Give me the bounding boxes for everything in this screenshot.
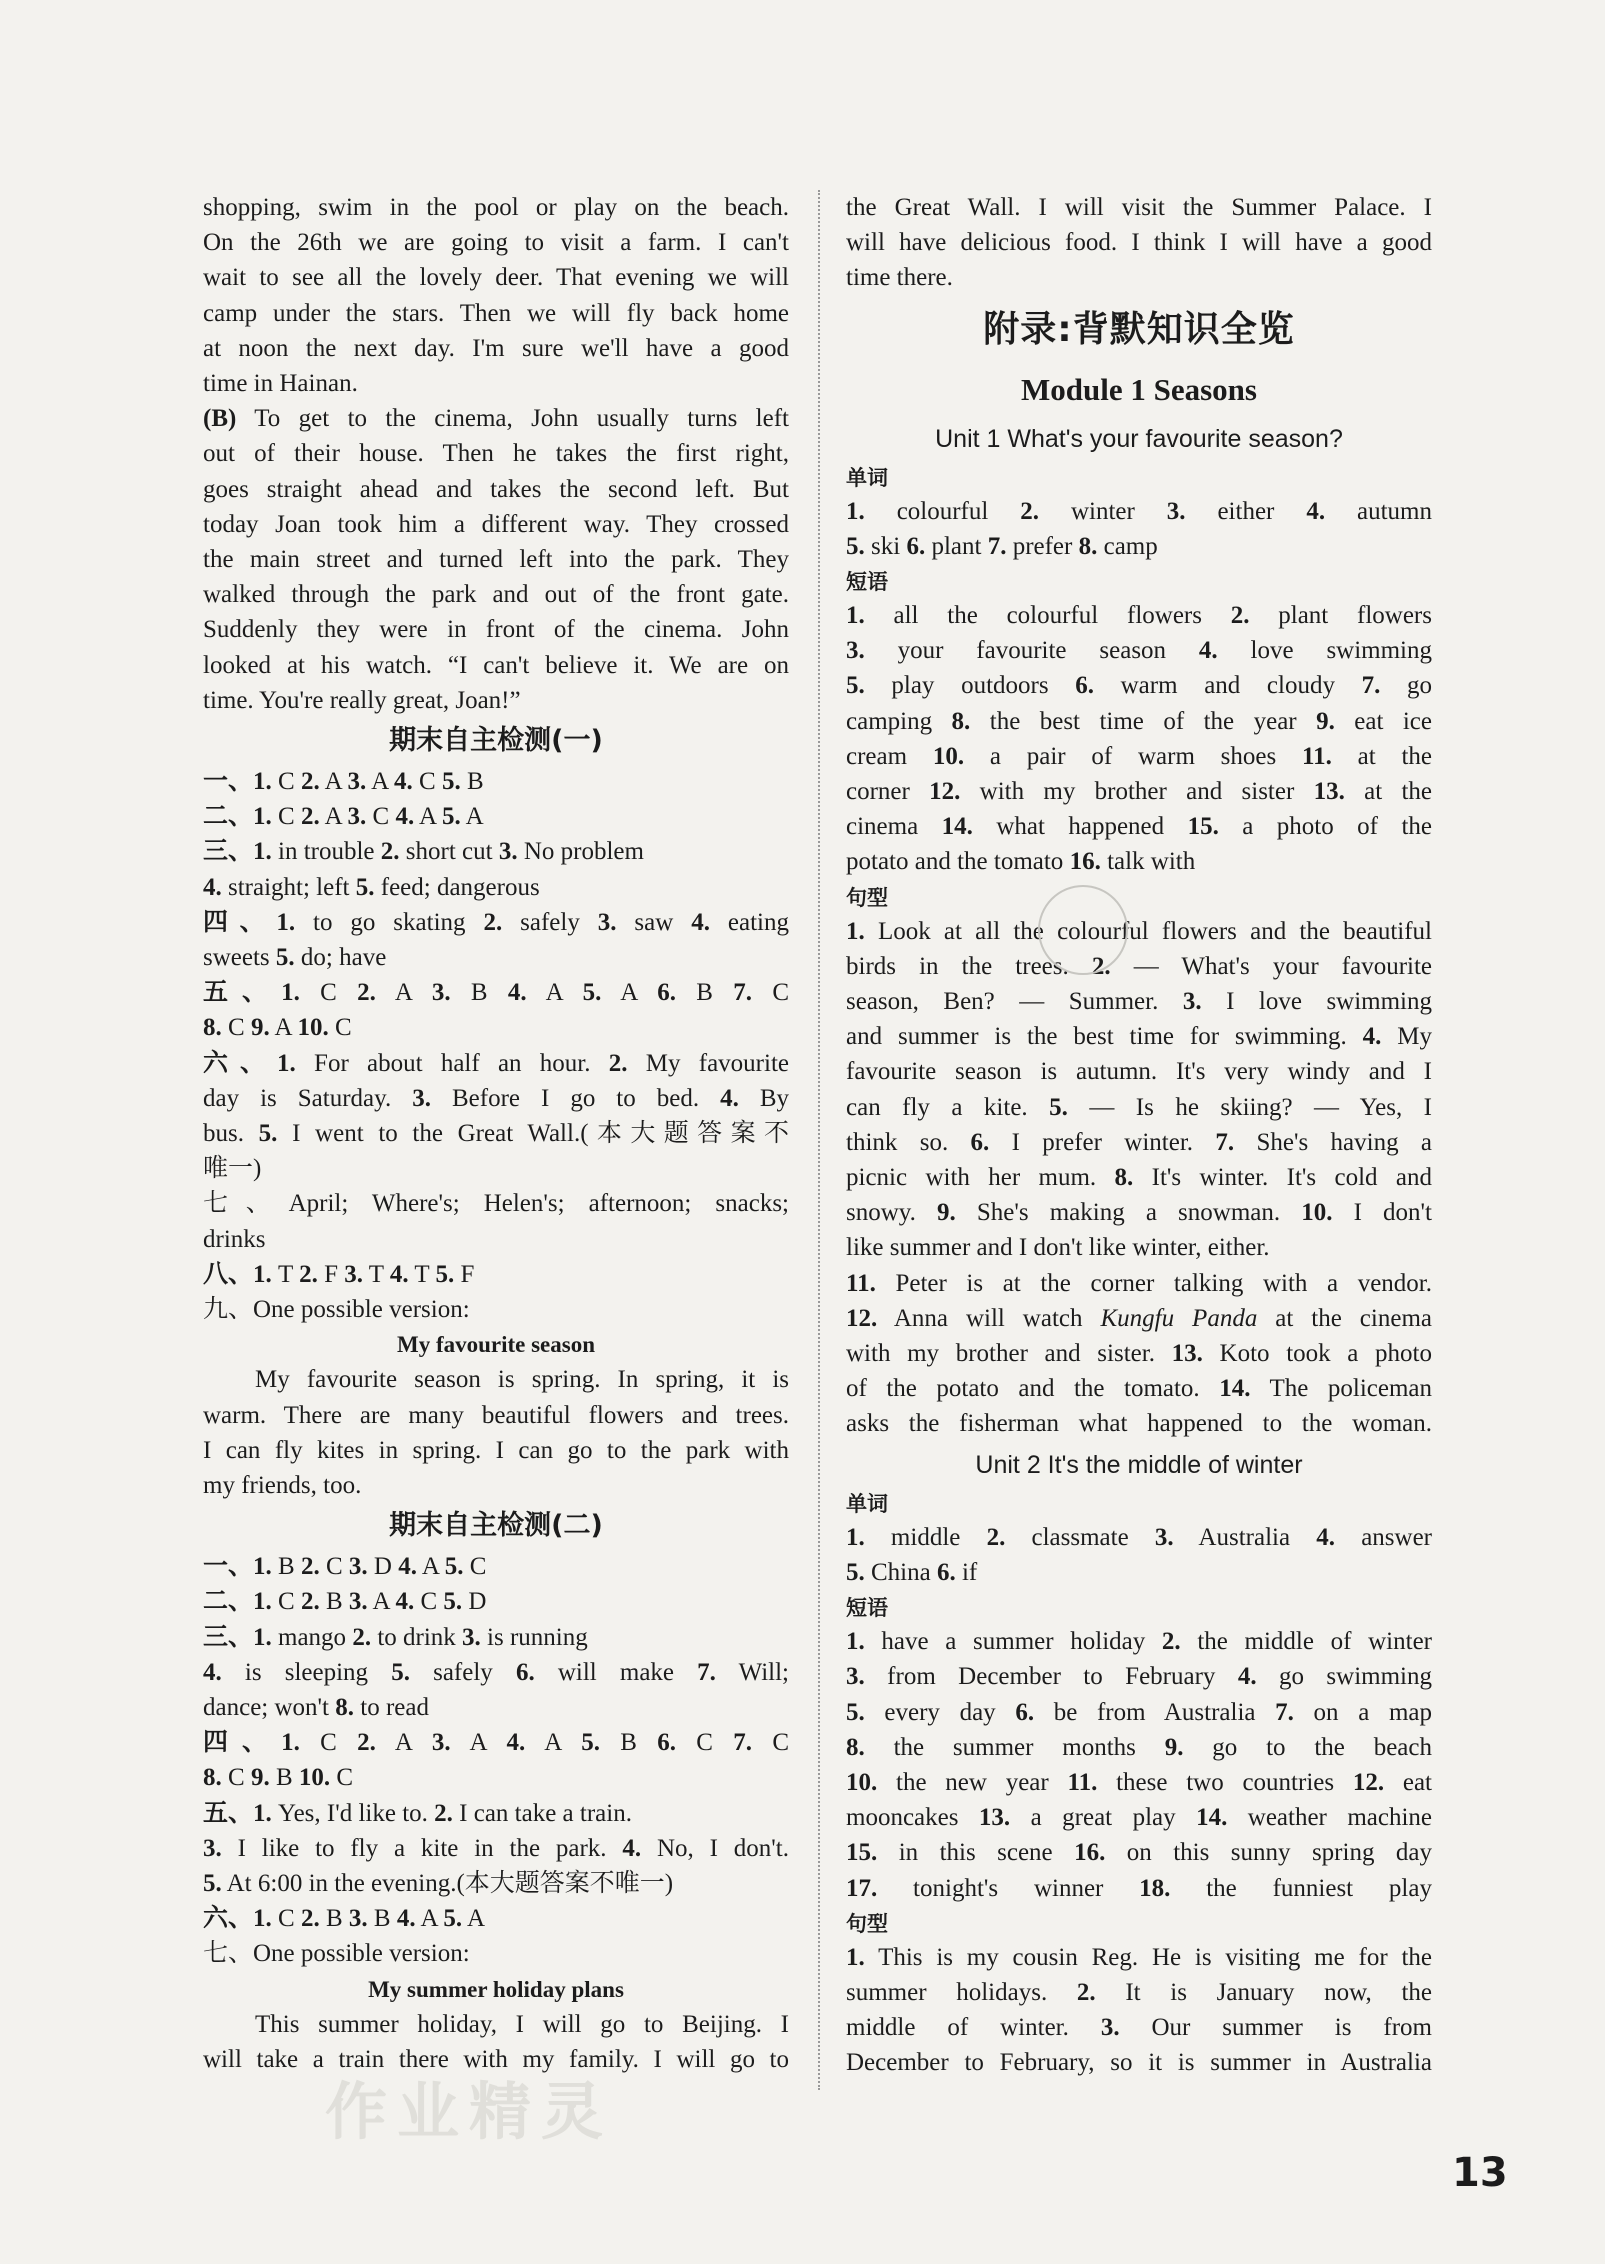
answer-line: birds in the trees. 2. — What's your favourite [846, 952, 1433, 980]
answer-line: 5. China 6. if [846, 1558, 978, 1586]
answer-line: dance; won't 8. to read [203, 1693, 429, 1721]
passage-b [203, 401, 789, 718]
answer-line: 1. colourful 2. winter 3. either 4. autumn [846, 497, 1432, 525]
answer-line: 七、April; Where's; Helen's; afternoon; snacks; [203, 1190, 789, 1218]
answer-line: can fly a kite. 5. — Is he skiing? — Yes, I [846, 1093, 1432, 1121]
passage-line: (B) To get to the cinema, John usually turns left [203, 405, 789, 433]
section-label: 单词 [846, 1491, 888, 1516]
answer-line: 8. the summer months 9. go to the beach [846, 1733, 1432, 1761]
answer-line: sweets 5. do; have [203, 944, 387, 972]
unit1-content [846, 462, 1432, 1442]
answer-line: bus. 5. I went to the Great Wall.(本大题答案不 [203, 1120, 790, 1148]
section-label: 句型 [846, 1911, 888, 1936]
answer-line: 11. Peter is at the corner talking with a vendor. [846, 1269, 1432, 1297]
stamp-icon [1038, 885, 1128, 975]
essay-line: warm. There are many beautiful flowers and trees. [203, 1401, 789, 1429]
answer-line: December to February, so it is summer in Australia [846, 2049, 1432, 2077]
unit1-title: Unit 1 What's your favourite season? [935, 424, 1343, 453]
test2-title: 期末自主检测(二) [389, 1510, 603, 1542]
answer-line: 唯一) [203, 1155, 262, 1183]
answer-line: 一、1. B 2. C 3. D 4. A 5. C [203, 1553, 487, 1581]
column-divider [818, 190, 820, 2090]
answer-line: 3. from December to February 4. go swimming [846, 1663, 1432, 1691]
passage-line: goes straight ahead and takes the second left. But [203, 475, 789, 503]
passage-a-ending [203, 190, 789, 401]
answer-line: 七、One possible version: [203, 1940, 470, 1968]
section-label: 单词 [846, 465, 888, 490]
test2-answers [203, 1549, 789, 1971]
essay-line: I can fly kites in spring. I can go to the park with [203, 1436, 789, 1464]
passage-line: the main street and turned left into the park. They [203, 546, 789, 574]
essay-line: will take a train there with my family. I will go to [203, 2045, 789, 2073]
test1-title: 期末自主检测(一) [389, 725, 603, 757]
essay-line: My favourite season is spring. In spring, it is [255, 1366, 789, 1394]
answer-line: potato and the tomato 16. talk with [846, 848, 1196, 876]
module-title: Module 1 Seasons [1021, 371, 1257, 407]
page-number: 13 [1452, 2150, 1508, 2196]
section-label: 短语 [846, 1596, 888, 1621]
answer-line: 1. This is my cousin Reg. He is visiting me for the [846, 1943, 1432, 1971]
answer-line: mooncakes 13. a great play 14. weather machine [846, 1804, 1432, 1832]
answer-line: think so. 6. I prefer winter. 7. She's having a [846, 1128, 1433, 1156]
answer-line: 1. have a summer holiday 2. the middle of winter [846, 1628, 1432, 1656]
passage-line: looked at his watch. “I can't believe it. We are on [203, 651, 789, 679]
answer-line: 六、1. For about half an hour. 2. My favourite [203, 1049, 789, 1077]
passage-line: On the 26th we are going to visit a farm. I can't [203, 229, 789, 257]
answer-line: asks the fisherman what happened to the woman. [846, 1410, 1432, 1438]
answer-line: 二、1. C 2. B 3. A 4. C 5. D [203, 1588, 487, 1616]
passage-line: out of their house. Then he takes the first right, [203, 440, 789, 468]
answer-line: summer holidays. 2. It is January now, the [846, 1978, 1432, 2006]
passage-line: today Joan took him a different way. They crossed [203, 510, 789, 538]
answer-line: 10. the new year 11. these two countries 12. eat [846, 1768, 1432, 1796]
answer-line: with my brother and sister. 13. Koto took a photo [846, 1340, 1432, 1368]
answer-line: 1. Look at all the colourful flowers and the beautiful [846, 917, 1432, 945]
answer-line: corner 12. with my brother and sister 13. at the [846, 778, 1433, 806]
answer-line: snowy. 9. She's making a snowman. 10. I don't [846, 1199, 1432, 1227]
passage-line: Suddenly they were in front of the cinema. John [203, 616, 789, 644]
unit2-title: Unit 2 It's the middle of winter [975, 1450, 1303, 1479]
answer-line: like summer and I don't like winter, either. [846, 1234, 1270, 1262]
answer-line: 5. ski 6. plant 7. prefer 8. camp [846, 532, 1158, 560]
passage-line: at noon the next day. I'm sure we'll have a good [203, 334, 789, 362]
passage-line: time. You're really great, Joan!” [203, 686, 521, 714]
essay-line: will have delicious food. I think I will have a good [846, 229, 1432, 257]
answer-line: 8. C 9. A 10. C [203, 1014, 352, 1042]
section-label: 短语 [846, 570, 888, 595]
test1-essay-title: My favourite season [396, 1332, 596, 1358]
essay-line: the Great Wall. I will visit the Summer Palace. I [846, 194, 1432, 221]
essay-line: This summer holiday, I will go to Beijing. I [255, 2010, 789, 2038]
answer-line: 五、1. Yes, I'd like to. 2. I can take a train. [203, 1799, 632, 1827]
answer-line: 八、1. T 2. F 3. T 4. T 5. F [203, 1260, 475, 1288]
answer-line: 5. At 6:00 in the evening.(本大题答案不唯一) [203, 1869, 674, 1897]
answer-line: drinks [203, 1225, 266, 1253]
answer-line: 3. your favourite season 4. love swimming [846, 637, 1433, 665]
passage-line: camp under the stars. Then we will fly back home [203, 299, 789, 327]
answer-line: 五、1. C 2. A 3. B 4. A 5. A 6. B 7. C [203, 979, 790, 1007]
test2-essay-title: My summer holiday plans [368, 1976, 624, 2002]
answer-line: 4. is sleeping 5. safely 6. will make 7. Will; [203, 1658, 789, 1686]
answer-line: cinema 14. what happened 15. a photo of the [846, 813, 1432, 841]
essay-line: my friends, too. [203, 1471, 362, 1499]
answer-line: 5. every day 6. be from Australia 7. on a map [846, 1698, 1433, 1726]
answer-line: 四、1. to go skating 2. safely 3. saw 4. eating [203, 908, 789, 936]
answer-line: 4. straight; left 5. feed; dangerous [203, 873, 540, 901]
unit2-content [846, 1488, 1432, 2081]
answer-line: 1. middle 2. classmate 3. Australia 4. answer [846, 1523, 1433, 1551]
essay-line: time there. [846, 264, 953, 292]
answer-line: middle of winter. 3. Our summer is from [846, 2014, 1432, 2042]
watermark: 作业精灵 [325, 2075, 614, 2148]
left-column [203, 190, 789, 2077]
answer-line: season, Ben? — Summer. 3. I love swimming [846, 988, 1433, 1016]
answer-line: favourite season is autumn. It's very windy and I [846, 1058, 1432, 1086]
essay-continuation [846, 190, 1432, 296]
answer-line: of the potato and the tomato. 14. The policeman [846, 1375, 1432, 1403]
section-label: 句型 [846, 885, 888, 910]
right-column [846, 190, 1432, 2081]
answer-line: 一、1. C 2. A 3. A 4. C 5. B [203, 768, 484, 796]
answer-line: and summer is the best time for swimming. 4. My [846, 1023, 1432, 1051]
answer-line: 六、1. C 2. B 3. B 4. A 5. A [203, 1905, 486, 1933]
answer-line: 8. C 9. B 10. C [203, 1764, 354, 1792]
passage-line: walked through the park and out of the front gate. [203, 581, 789, 609]
answer-line: camping 8. the best time of the year 9. eat ice [846, 707, 1433, 735]
answer-line: 5. play outdoors 6. warm and cloudy 7. go [846, 672, 1433, 700]
appendix-title: 附录:背默知识全览 [983, 308, 1295, 350]
answer-line: 3. I like to fly a kite in the park. 4. No, I don't. [203, 1834, 789, 1862]
passage-line: shopping, swim in the pool or play on the beach. [203, 194, 789, 221]
test1-answers [203, 764, 789, 1327]
answer-line: cream 10. a pair of warm shoes 11. at the [846, 742, 1433, 770]
answer-line: 17. tonight's winner 18. the funniest play [846, 1874, 1432, 1902]
answer-line: 九、One possible version: [203, 1296, 470, 1324]
answer-line: 1. all the colourful flowers 2. plant flowers [846, 602, 1432, 630]
answer-line: 二、1. C 2. A 3. C 4. A 5. A [203, 803, 484, 831]
test1-essay [203, 1362, 789, 1503]
answer-line: 三、1. mango 2. to drink 3. is running [203, 1623, 588, 1651]
answer-line: picnic with her mum. 8. It's winter. It's cold and [846, 1164, 1432, 1192]
passage-line: wait to see all the lovely deer. That evening we will [203, 264, 789, 292]
answer-line: day is Saturday. 3. Before I go to bed. 4. By [203, 1084, 790, 1112]
answer-line: 15. in this scene 16. on this sunny spring day [846, 1839, 1432, 1867]
answer-line: 12. Anna will watch Kungfu Panda at the cinema [846, 1304, 1432, 1332]
passage-line: time in Hainan. [203, 370, 358, 398]
answer-line: 三、1. in trouble 2. short cut 3. No problem [203, 838, 644, 866]
answer-line: 四、1. C 2. A 3. A 4. A 5. B 6. C 7. C [203, 1729, 790, 1757]
